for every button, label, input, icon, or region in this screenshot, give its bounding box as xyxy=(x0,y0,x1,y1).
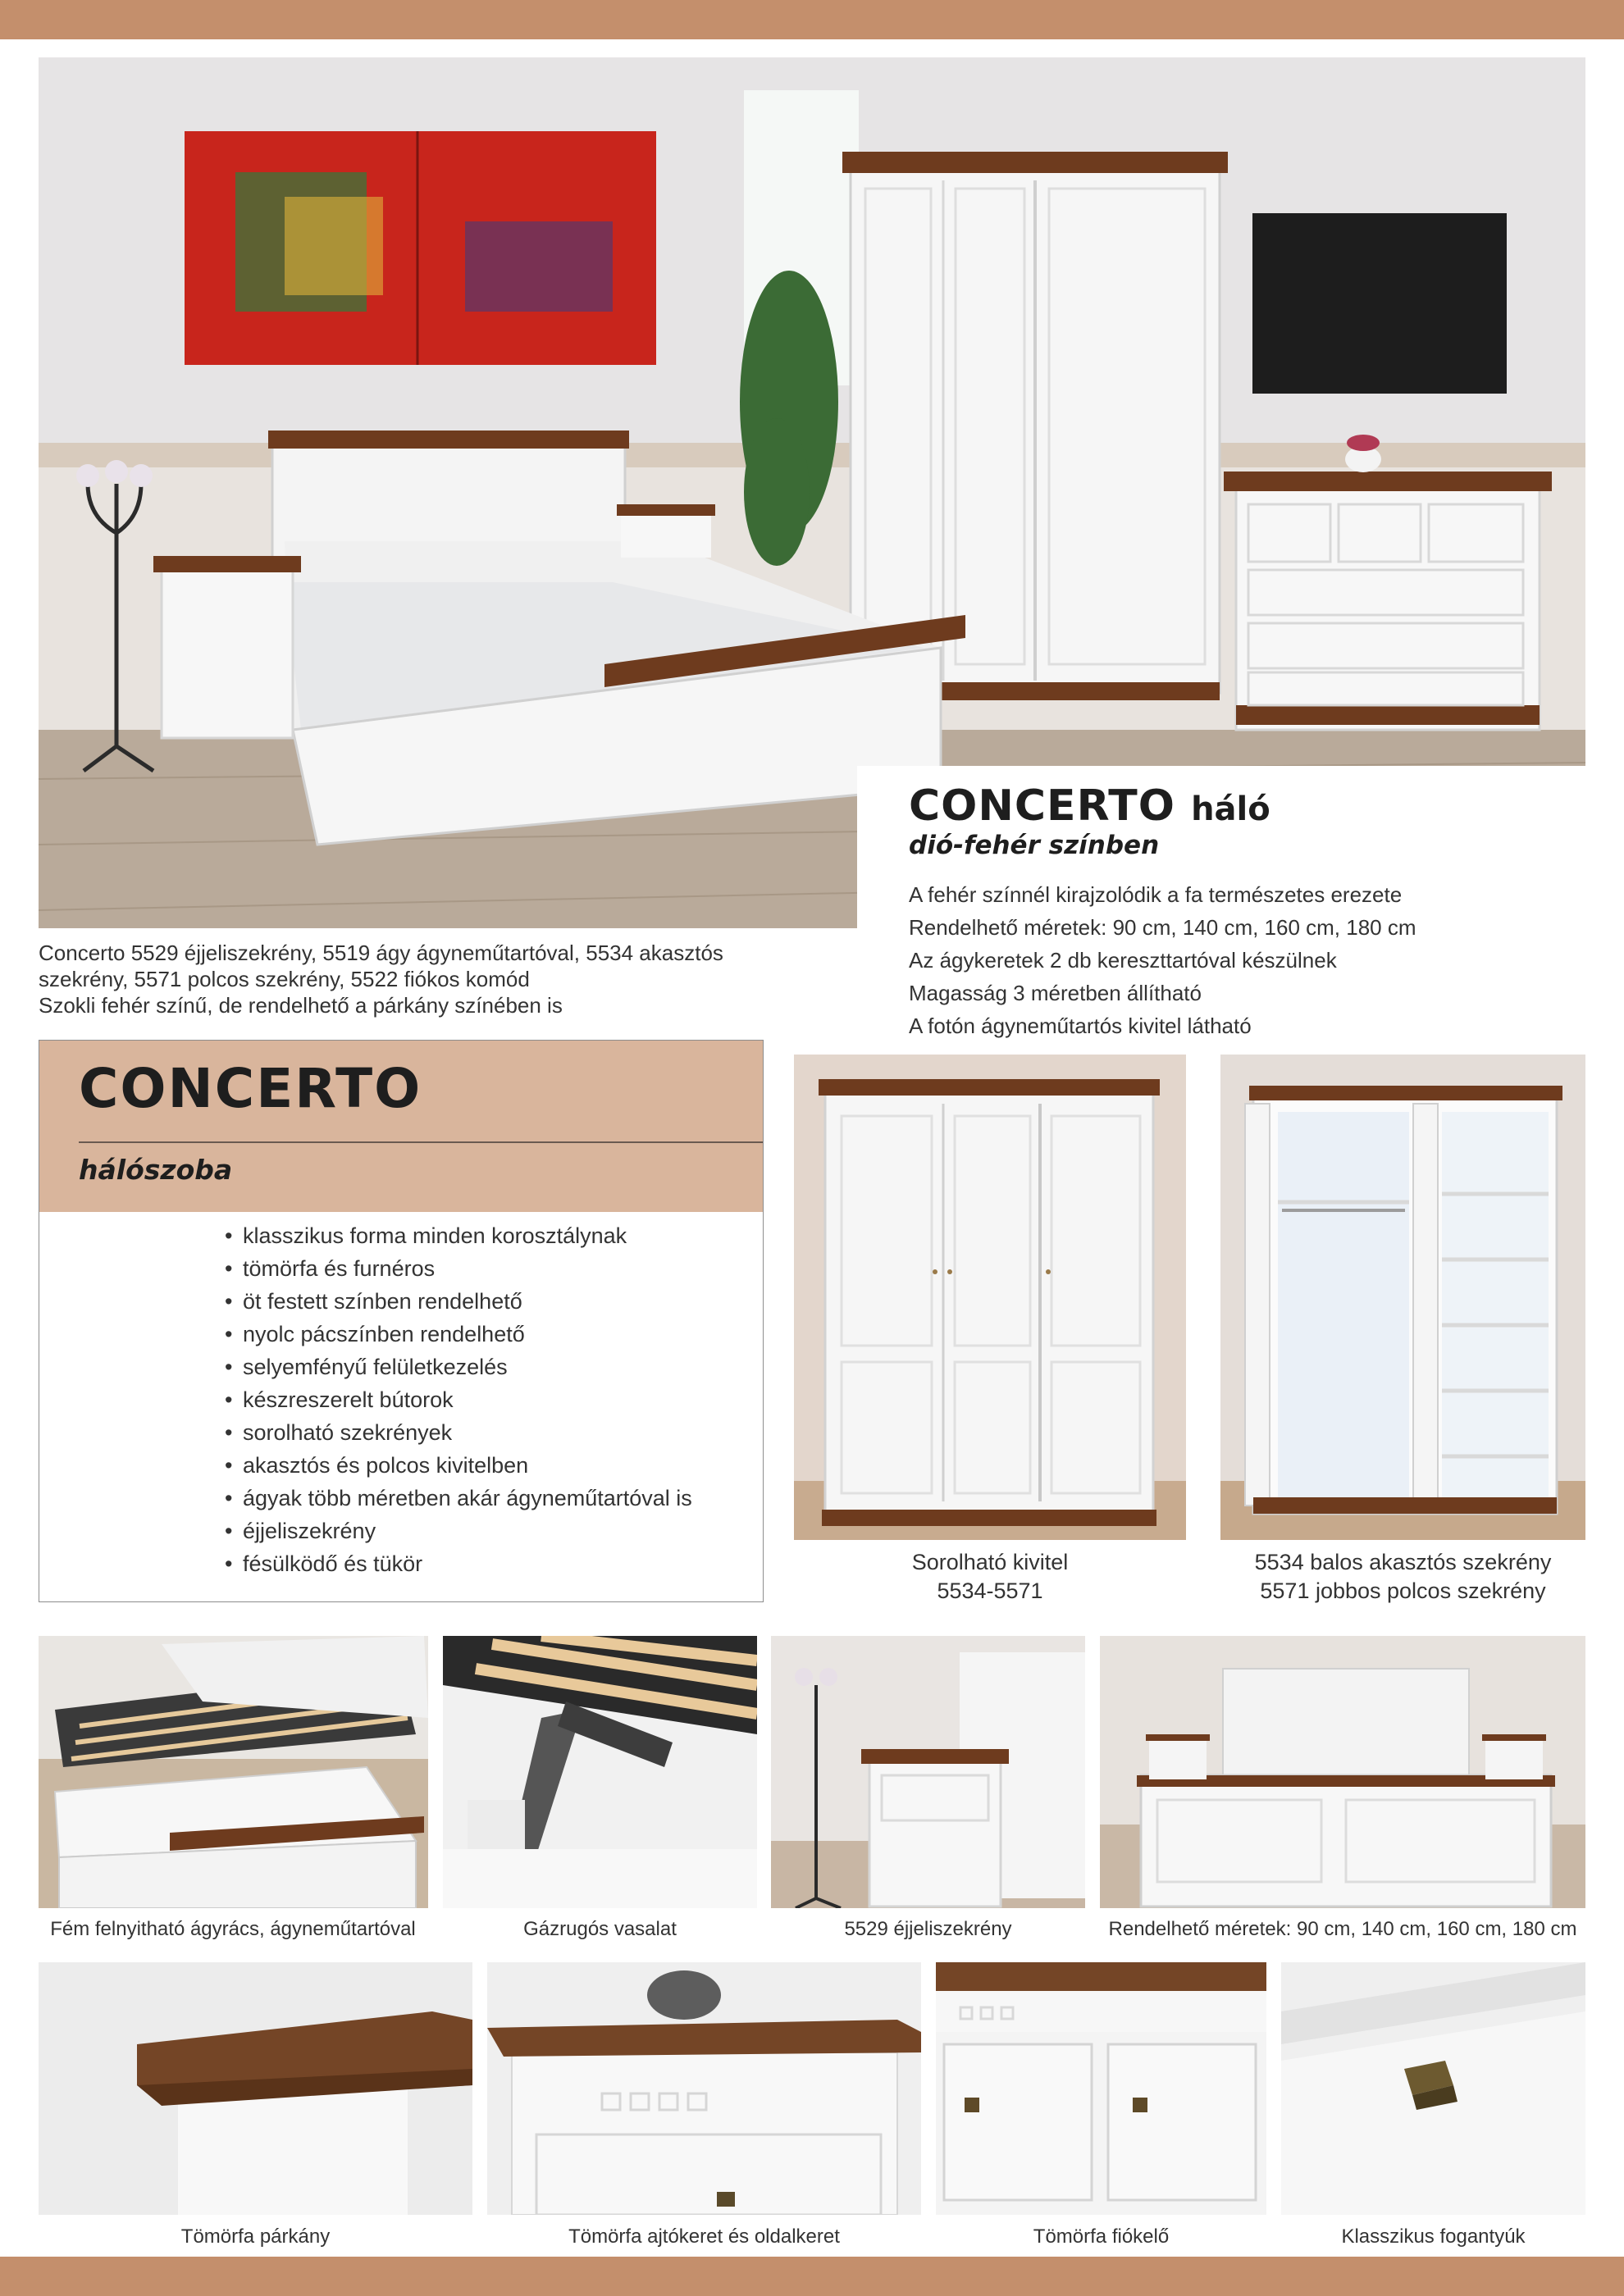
list-item: • klasszikus forma minden korosztálynak xyxy=(225,1223,627,1248)
hero-point: Az ágykeretek 2 db kereszttartóval készülnek xyxy=(909,947,1337,973)
wardrobe-closed-photo xyxy=(794,1055,1186,1540)
concerto-feature-box xyxy=(39,1040,764,1602)
list-item: • éjjeliszekrény xyxy=(225,1519,376,1543)
cornice-detail-photo xyxy=(39,1962,472,2215)
list-item: • ágyak több méretben akár ágyneműtartóval is xyxy=(225,1486,692,1510)
bed-sizes-caption: Rendelhető méretek: 90 cm, 140 cm, 160 cm, 180 cm xyxy=(1108,1918,1577,1940)
hero-point: A fotón ágyneműtartós kivitel látható xyxy=(909,1013,1252,1038)
top-color-band xyxy=(0,0,1624,39)
concerto-title: CONCERTO xyxy=(79,1057,422,1120)
list-item: • nyolc pácszínben rendelhető xyxy=(225,1322,525,1346)
drawer-front-detail-photo xyxy=(936,1962,1266,2215)
divider xyxy=(79,1141,763,1143)
wardrobe-open-caption: 5534 balos akasztós szekrény 5571 jobbos polcos szekrény xyxy=(1254,1550,1552,1603)
bottom-color-band xyxy=(0,2257,1624,2296)
list-item: • sorolható szekrények xyxy=(225,1420,453,1445)
hero-point: Rendelhető méretek: 90 cm, 140 cm, 160 cm, 180 cm xyxy=(909,914,1416,940)
gas-spring-caption: Gázrugós vasalat xyxy=(523,1918,677,1940)
nightstand-photo xyxy=(771,1636,1085,1908)
list-item: • készreszerelt bútorok xyxy=(225,1387,454,1412)
wardrobe-closed-caption: Sorolható kivitel 5534-5571 xyxy=(911,1550,1069,1603)
hero-feature-list xyxy=(909,878,1587,1042)
hero-point: Magasság 3 méretben állítható xyxy=(909,980,1202,1005)
door-frame-detail-photo xyxy=(487,1962,921,2215)
list-item: • akasztós és polcos kivitelben xyxy=(225,1453,529,1478)
nightstand-caption: 5529 éjjeliszekrény xyxy=(844,1918,1012,1940)
wardrobe-open-photo xyxy=(1220,1055,1585,1540)
lift-bed-caption: Fém felnyitható ágyrács, ágyneműtartóval xyxy=(50,1918,416,1940)
handle-detail-photo xyxy=(1281,1962,1585,2215)
hero-title: CONCERTO háló xyxy=(909,781,1270,831)
hero-subtitle: dió-fehér színben xyxy=(909,830,1160,860)
drawer-front-caption: Tömörfa fiókelő xyxy=(1033,2225,1170,2248)
hero-point: A fehér színnél kirajzolódik a fa természetes erezete xyxy=(909,882,1403,907)
hero-caption: Concerto 5529 éjjeliszekrény, 5519 ágy ágyneműtartóval, 5534 akasztós szekrény, 5571 polcos szekrény, 5522 fiókos komód Szokli fehér színű, de rendelhető a párkány színében is xyxy=(39,941,723,1018)
concerto-feature-list xyxy=(225,1219,692,1580)
list-item: • selyemfényű felületkezelés xyxy=(225,1355,508,1379)
list-item: • tömörfa és furnéros xyxy=(225,1256,436,1281)
door-frame-caption: Tömörfa ajtókeret és oldalkeret xyxy=(568,2225,840,2248)
lift-bed-photo xyxy=(39,1636,428,1908)
gas-spring-photo xyxy=(443,1636,757,1908)
concerto-subtitle: hálószoba xyxy=(79,1154,233,1186)
cornice-caption: Tömörfa párkány xyxy=(180,2225,331,2248)
concerto-header xyxy=(39,1041,763,1212)
list-item: • öt festett színben rendelhető xyxy=(225,1289,522,1314)
list-item: • fésülködő és tükör xyxy=(225,1551,423,1576)
handle-caption: Klasszikus fogantyúk xyxy=(1341,2225,1526,2248)
hero-text-box xyxy=(857,766,1587,1036)
bed-front-photo xyxy=(1100,1636,1585,1908)
